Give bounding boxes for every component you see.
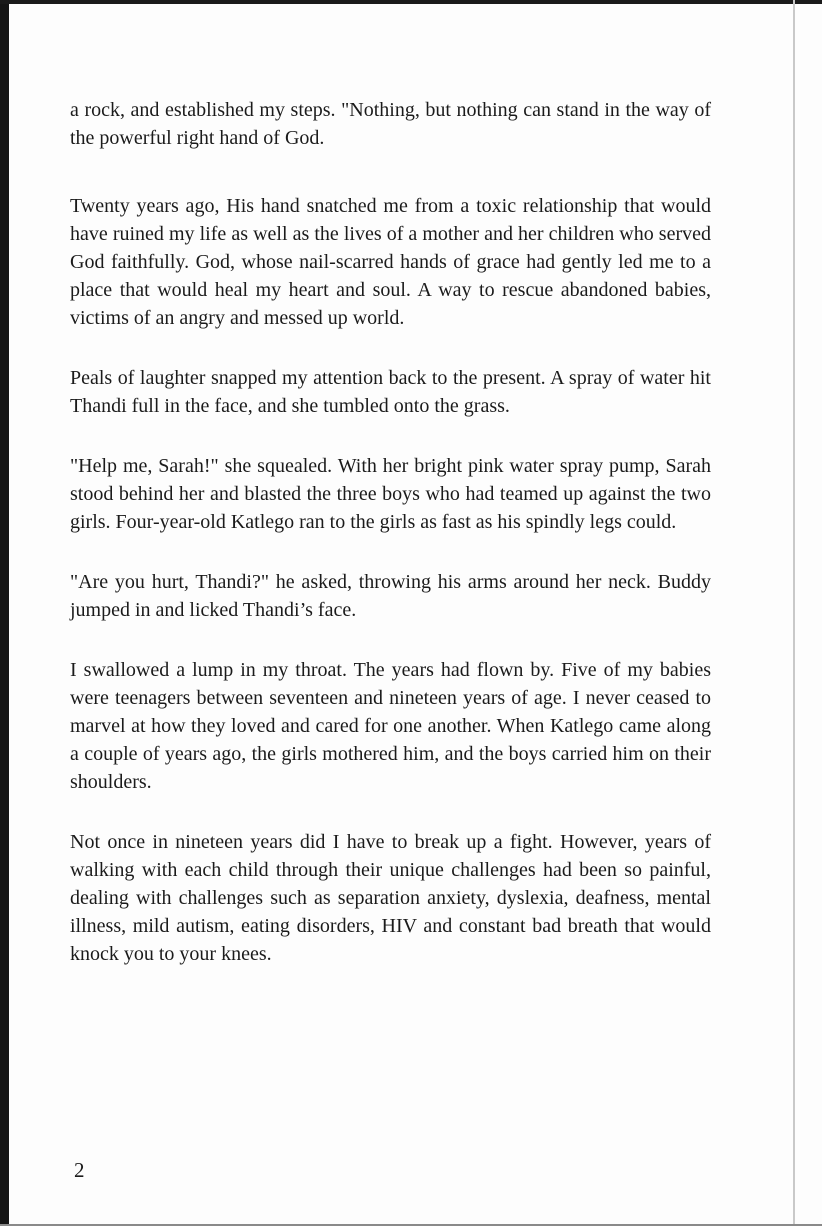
paragraph: Not once in nineteen years did I have to break up a fight. However, years of walking with each child through their unique challenges had been so painful, dealing with challenges such as separation anxiety, dyslexia, deafness, mental illness, mild autism, eating disorders, HIV and constant bad breath that would knock you to your knees. [70, 831, 711, 965]
page-number: 2 [74, 1158, 85, 1182]
scan-edge-left [0, 0, 9, 1226]
paragraph: "Are you hurt, Thandi?" he asked, throwing his arms around her neck. Buddy jumped in and licked Thandi’s face. [70, 571, 711, 621]
paragraph: Twenty years ago, His hand snatched me from a toxic relationship that would have ruined my life as well as the lives of a mother and her children who served God faithfully. God, whose nail-scarred hands of grace had gently led me to a place that would heal my heart and soul. A way to rescue abandoned babies, victims of an angry and messed up world. [70, 195, 711, 329]
paragraph: "Help me, Sarah!" she squealed. With her bright pink water spray pump, Sarah stood behind her and blasted the three boys who had teamed up against the two girls. Four-year-old Katlego ran to the girls as fast as his spindly legs could. [70, 455, 711, 533]
paragraph: a rock, and established my steps. "Nothing, but nothing can stand in the way of the powerful right hand of God. [70, 99, 711, 149]
paragraph: I swallowed a lump in my throat. The years had flown by. Five of my babies were teenagers between seventeen and nineteen years of age. I never ceased to marvel at how they loved and cared for one another. When Katlego came along a couple of years ago, the girls mothered him, and the boys carried him on their shoulders. [70, 659, 711, 793]
page-edge-line [793, 0, 795, 1226]
page-text [70, 96, 711, 1000]
paragraph: Peals of laughter snapped my attention back to the present. A spray of water hit Thandi full in the face, and she tumbled onto the grass. [70, 367, 711, 417]
page [9, 4, 793, 1224]
